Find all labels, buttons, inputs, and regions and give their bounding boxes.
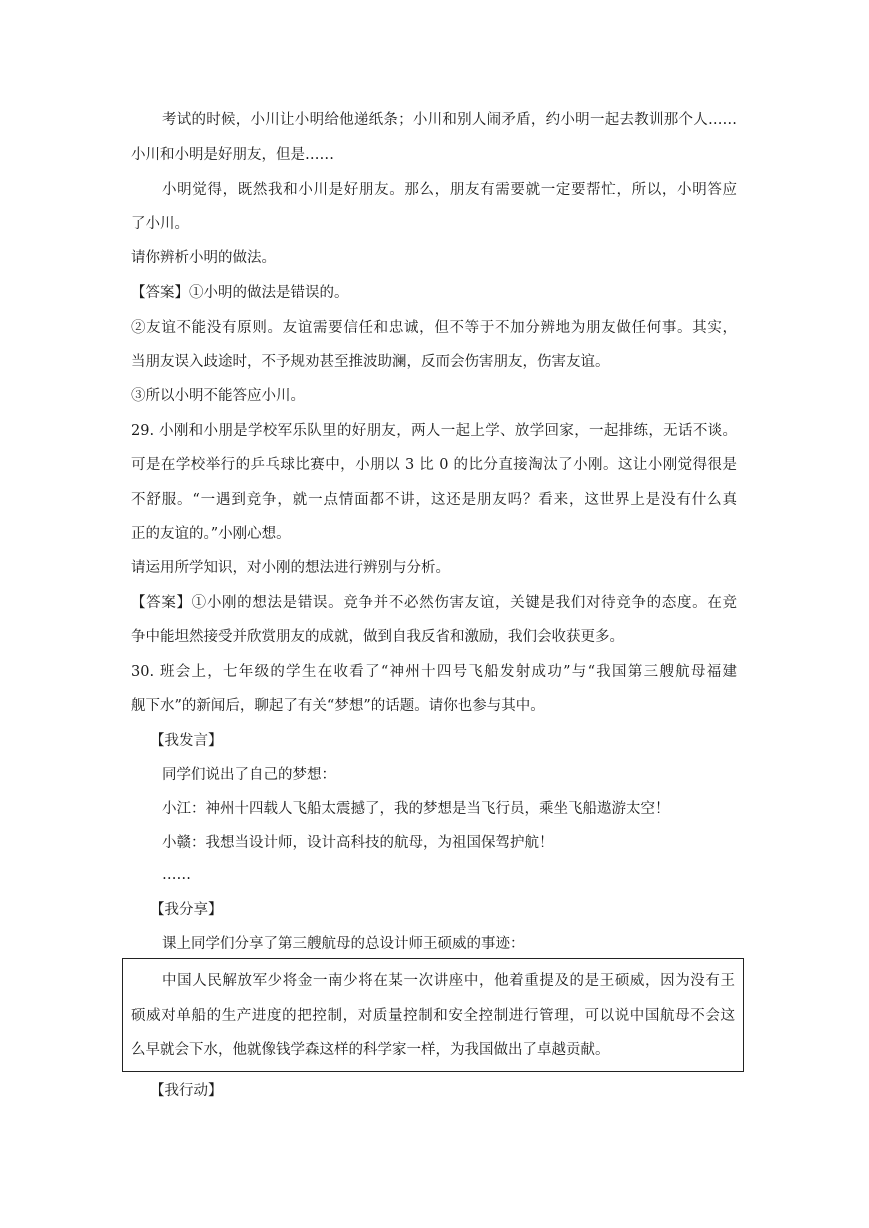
q28-scenario-line-3: 小明觉得，既然我和小川是好朋友。那么，朋友有需要就一定要帮忙，所以，小明答应 [162, 182, 737, 198]
q30-speaker-xiaojiang: 小江：神州十四载人飞船太震撼了，我的梦想是当飞行员，乘坐飞船遨游太空！ [162, 801, 670, 817]
material-line-3: 么早就会下水，他就像钱学森这样的科学家一样，为我国做出了卓越贡献。 [131, 1042, 610, 1058]
q28-question: 请你辨析小明的做法。 [131, 250, 276, 266]
q28-answer-label: 【答案】 [131, 285, 189, 301]
q28-answer-line-1 [131, 283, 349, 303]
q30-section-act: 【我行动】 [150, 1083, 223, 1099]
q28-scenario-line-4: 了小川。 [131, 216, 189, 232]
q29-answer-line-2: 争中能坦然接受并欣赏朋友的成就，做到自我反省和激励，我们会收获更多。 [131, 629, 624, 645]
q29-stem-line-3: 不舒服。“一遇到竞争，就一点情面都不讲，这还是朋友吗？看来，这世界上是没有什么真 [131, 492, 737, 508]
q29-stem-line-4: 正的友谊的。”小刚心想。 [131, 526, 291, 542]
q30-section-share: 【我分享】 [150, 902, 223, 918]
material-line-1: 中国人民解放军少将金一南少将在某一次讲座中，他着重提及的是王硕威，因为没有王 [162, 973, 735, 989]
q28-answer-point-2b: 当朋友误入歧途时，不予规劝甚至推波助澜，反而会伤害朋友，伤害友谊。 [131, 354, 610, 370]
material-box [122, 958, 744, 1072]
q29-question: 请运用所学知识，对小刚的想法进行辨别与分析。 [131, 560, 450, 576]
q30-ellipsis: …… [162, 867, 191, 883]
q28-scenario-line-1: 考试的时候，小川让小明给他递纸条；小川和别人闹矛盾，约小明一起去教训那个人…… [162, 112, 737, 128]
q30-stem-line-2: 舰下水”的新闻后，聊起了有关“梦想”的话题。请你也参与其中。 [131, 698, 545, 714]
q28-scenario-line-2: 小川和小明是好朋友，但是…… [131, 147, 334, 163]
q30-section-speak: 【我发言】 [150, 733, 223, 749]
q28-answer-point-1: ①小明的做法是错误的。 [189, 285, 349, 301]
q29-stem-line-2: 可是在学校举行的乒乓球比赛中，小朋以 3 比 0 的比分直接淘汰了小刚。这让小刚觉得很是 [131, 457, 737, 473]
q30-speaker-xiaogan: 小赣：我想当设计师，设计高科技的航母，为祖国保驾护航！ [162, 835, 554, 851]
q29-stem-line-1: 29. 小刚和小朋是学校军乐队里的好朋友，两人一起上学、放学回家，一起排练，无话不谈。 [131, 423, 737, 439]
q30-stem-line-1: 30. 班会上，七年级的学生在收看了“神州十四号飞船发射成功”与“我国第三艘航母福建 [131, 664, 737, 680]
q29-answer-point-1: ①小刚的想法是错误。竞争并不必然伤害友谊，关键是我们对待竞争的态度。在竞 [191, 595, 738, 611]
material-line-2: 硕威对单船的生产进度的把控制，对质量控制和安全控制进行管理，可以说中国航母不会这 [131, 1008, 735, 1024]
q28-answer-point-3: ③所以小明不能答应小川。 [131, 388, 305, 404]
q30-intro-share: 课上同学们分享了第三艘航母的总设计师王硕威的事迹： [162, 936, 525, 952]
q30-intro-dreams: 同学们说出了自己的梦想： [162, 767, 336, 783]
q29-answer-line-1 [131, 593, 737, 613]
q29-answer-label: 【答案】 [131, 595, 192, 611]
q28-answer-point-2a: ②友谊不能没有原则。友谊需要信任和忠诚，但不等于不加分辨地为朋友做任何事。其实， [131, 320, 737, 336]
